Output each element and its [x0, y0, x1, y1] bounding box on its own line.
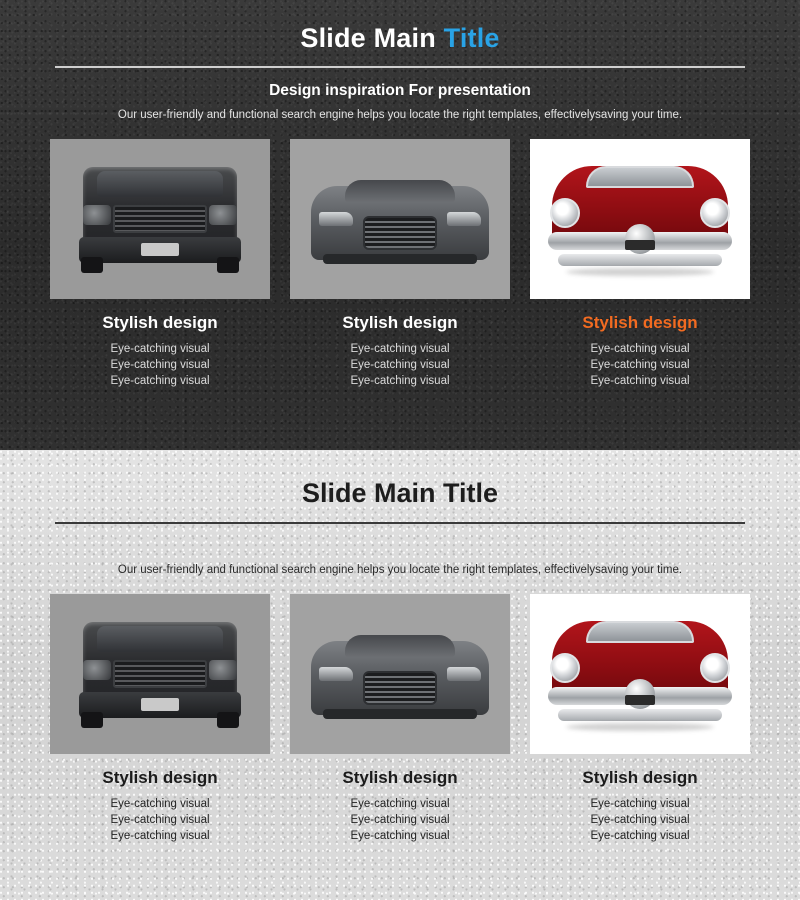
card-line: Eye-catching visual — [110, 375, 210, 387]
card-title: Stylish design — [102, 768, 218, 787]
card-line: Eye-catching visual — [110, 830, 210, 842]
card-line: Eye-catching visual — [350, 814, 450, 826]
slide-description: Our user-friendly and functional search engine helps you locate the right templates, effectivelysaving your time. — [117, 564, 683, 576]
slide-description: Our user-friendly and functional search engine helps you locate the right templates, effectivelysaving your time. — [117, 109, 683, 121]
suv-front-photo[interactable] — [50, 139, 270, 299]
slide-light — [0, 450, 800, 900]
card-line: Eye-catching visual — [590, 359, 690, 371]
title-divider — [55, 66, 745, 68]
card-line: Eye-catching visual — [590, 814, 690, 826]
card-item[interactable] — [530, 139, 750, 389]
card-lines — [530, 341, 750, 389]
card-line: Eye-catching visual — [110, 798, 210, 810]
card-line: Eye-catching visual — [590, 343, 690, 355]
slide-subtitle: Design inspiration For presentation — [269, 82, 531, 99]
card-item[interactable] — [50, 594, 270, 844]
card-line: Eye-catching visual — [110, 814, 210, 826]
page-title: Slide Main Title — [301, 478, 499, 508]
card-line: Eye-catching visual — [350, 343, 450, 355]
page-title-main: Slide Main — [300, 23, 444, 53]
classic-red-car-photo[interactable] — [530, 594, 750, 754]
page-title-accent: Title — [443, 23, 500, 53]
card-title: Stylish design — [342, 313, 458, 332]
card-title: Stylish design — [582, 313, 698, 332]
card-line: Eye-catching visual — [590, 375, 690, 387]
card-line: Eye-catching visual — [350, 798, 450, 810]
card-line: Eye-catching visual — [110, 343, 210, 355]
card-line: Eye-catching visual — [110, 359, 210, 371]
card-title: Stylish design — [582, 768, 698, 787]
card-item[interactable] — [50, 139, 270, 389]
sedan-front-photo[interactable] — [290, 139, 510, 299]
card-line: Eye-catching visual — [590, 830, 690, 842]
card-item[interactable] — [530, 594, 750, 844]
card-lines — [50, 796, 270, 844]
card-row — [0, 139, 800, 389]
card-lines — [530, 796, 750, 844]
card-lines — [50, 341, 270, 389]
classic-red-car-photo[interactable] — [530, 139, 750, 299]
page-title — [0, 0, 800, 54]
sedan-front-photo[interactable] — [290, 594, 510, 754]
card-lines — [290, 341, 510, 389]
card-line: Eye-catching visual — [350, 830, 450, 842]
card-line: Eye-catching visual — [590, 798, 690, 810]
title-divider — [55, 522, 745, 524]
card-item[interactable] — [290, 139, 510, 389]
card-lines — [290, 796, 510, 844]
card-row — [0, 594, 800, 844]
card-item[interactable] — [290, 594, 510, 844]
card-title: Stylish design — [342, 768, 458, 787]
suv-front-photo[interactable] — [50, 594, 270, 754]
card-line: Eye-catching visual — [350, 375, 450, 387]
card-line: Eye-catching visual — [350, 359, 450, 371]
card-title: Stylish design — [102, 313, 218, 332]
